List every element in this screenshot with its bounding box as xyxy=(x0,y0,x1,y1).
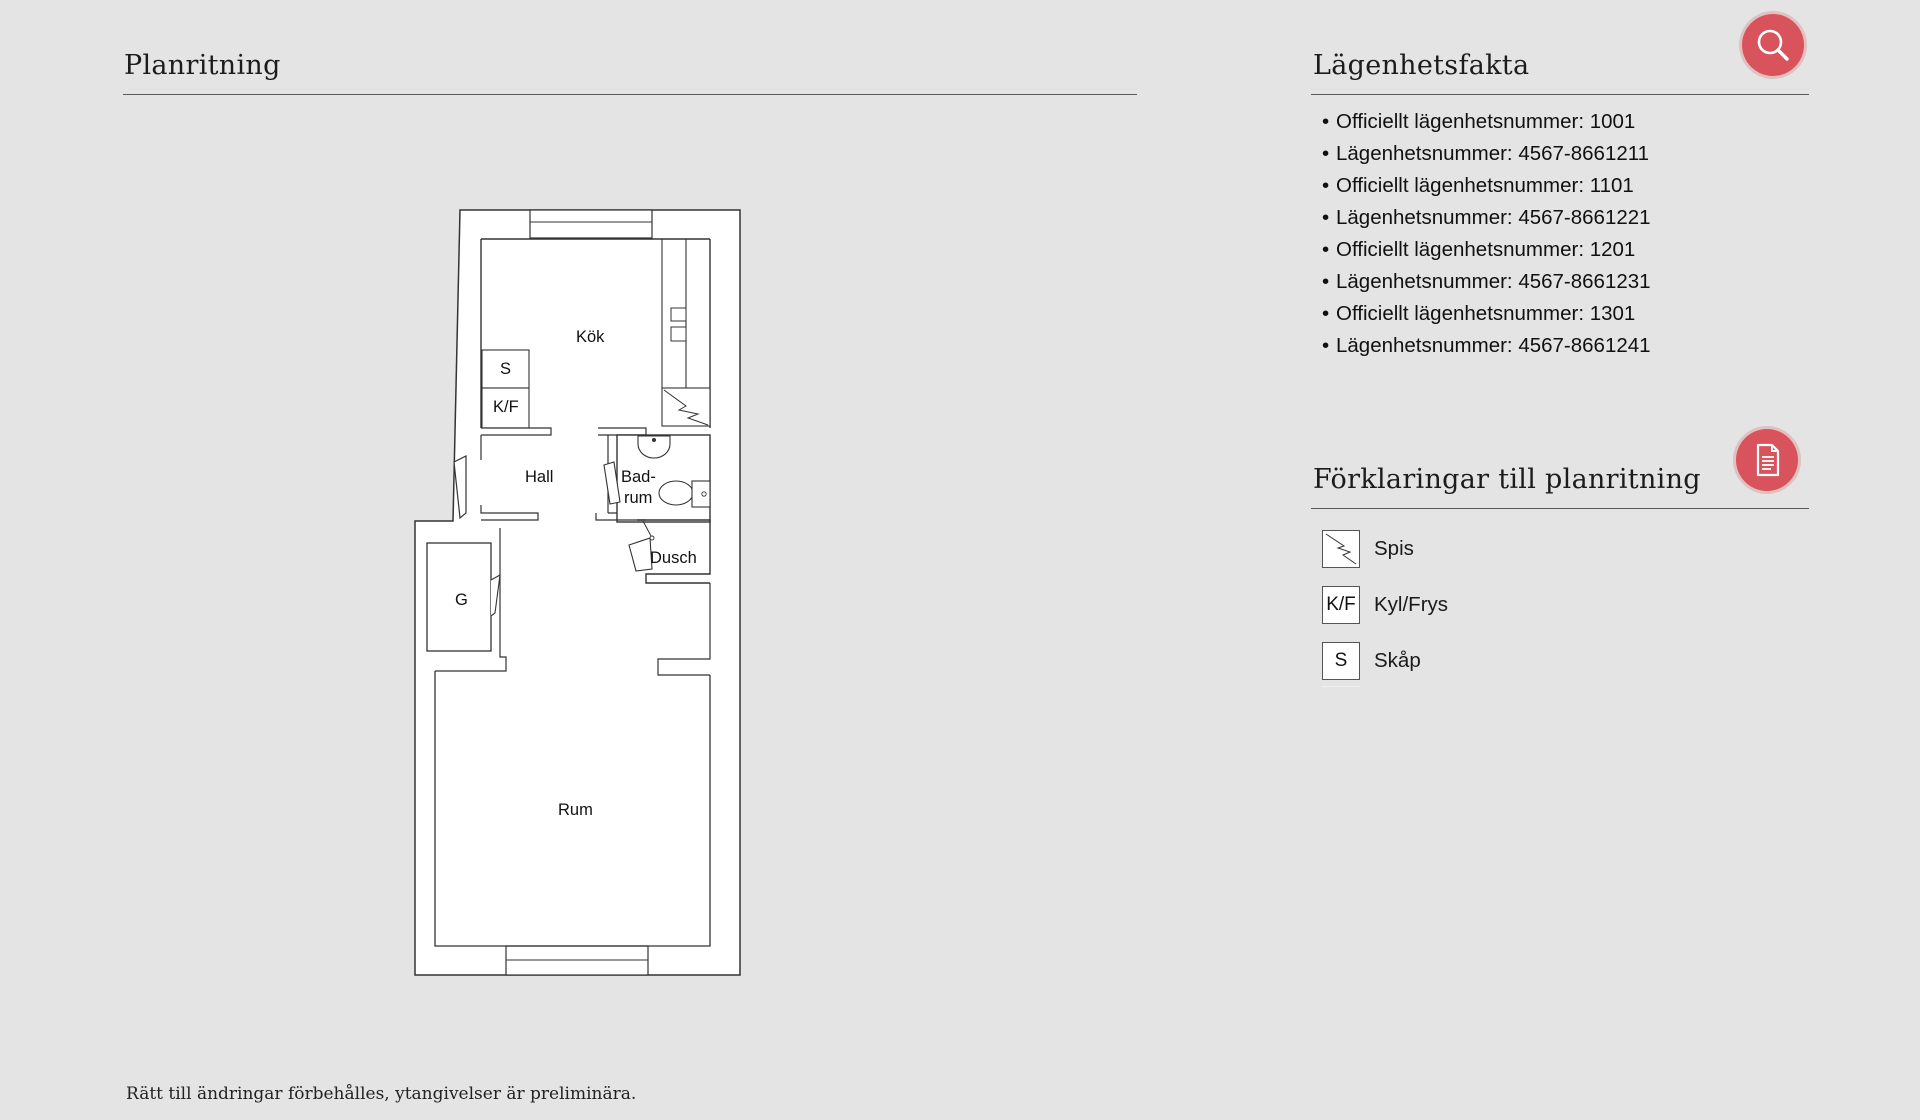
document-button[interactable] xyxy=(1736,429,1798,491)
facts-title-rule xyxy=(1311,94,1809,95)
legend-label-spis: Spis xyxy=(1374,537,1414,560)
facts-list xyxy=(1322,106,1651,362)
list-item: • Lägenhetsnummer: 4567-8661241 xyxy=(1322,334,1651,357)
legend-list xyxy=(1322,530,1448,693)
room-label-hall: Hall xyxy=(525,468,554,486)
legend-label-skap: Skåp xyxy=(1374,649,1421,672)
document-icon xyxy=(1747,440,1787,480)
facts-title: Lägenhetsfakta xyxy=(1313,50,1530,81)
list-item: • Officiellt lägenhetsnummer: 1101 xyxy=(1322,174,1634,197)
list-item: • Officiellt lägenhetsnummer: 1301 xyxy=(1322,302,1636,325)
room-label-rum-bad: rum xyxy=(624,489,653,507)
room-label-bad: Bad- xyxy=(621,468,656,486)
room-label-rum: Rum xyxy=(558,801,593,819)
toilet-symbol xyxy=(659,481,693,505)
room-label-kylfrys: K/F xyxy=(493,398,519,416)
zoom-button[interactable] xyxy=(1742,14,1804,76)
stove-icon xyxy=(1322,530,1360,568)
list-item: • Officiellt lägenhetsnummer: 1001 xyxy=(1322,110,1636,133)
top-window xyxy=(530,210,652,238)
legend-title-rule xyxy=(1311,508,1809,509)
room-label-garderob: G xyxy=(455,591,468,609)
room-label-kok: Kök xyxy=(576,328,605,346)
floorplan-title: Planritning xyxy=(124,50,281,81)
legend-item-spis xyxy=(1322,530,1448,568)
legend-title: Förklaringar till planritning xyxy=(1313,464,1701,495)
list-item: • Lägenhetsnummer: 4567-8661211 xyxy=(1322,142,1650,165)
room-label-dusch: Dusch xyxy=(650,549,697,567)
legend-symbol-skap: S xyxy=(1322,642,1360,680)
legend-item-kylfrys xyxy=(1322,586,1448,624)
disclaimer-text: Rätt till ändringar förbehålles, ytangivelser är preliminära. xyxy=(126,1084,637,1104)
room-label-skap: S xyxy=(500,360,512,378)
legend-item-skap xyxy=(1322,642,1448,680)
magnifier-icon xyxy=(1753,25,1793,65)
legend-fade-divider xyxy=(1322,686,1360,693)
floorplan-title-rule xyxy=(123,94,1137,95)
list-item: • Officiellt lägenhetsnummer: 1201 xyxy=(1322,238,1636,261)
legend-label-kylfrys: Kyl/Frys xyxy=(1374,593,1449,616)
legend-symbol-kylfrys: K/F xyxy=(1322,586,1360,624)
list-item: • Lägenhetsnummer: 4567-8661231 xyxy=(1322,270,1651,293)
list-item: • Lägenhetsnummer: 4567-8661221 xyxy=(1322,206,1651,229)
floorplan-drawing xyxy=(400,200,760,990)
